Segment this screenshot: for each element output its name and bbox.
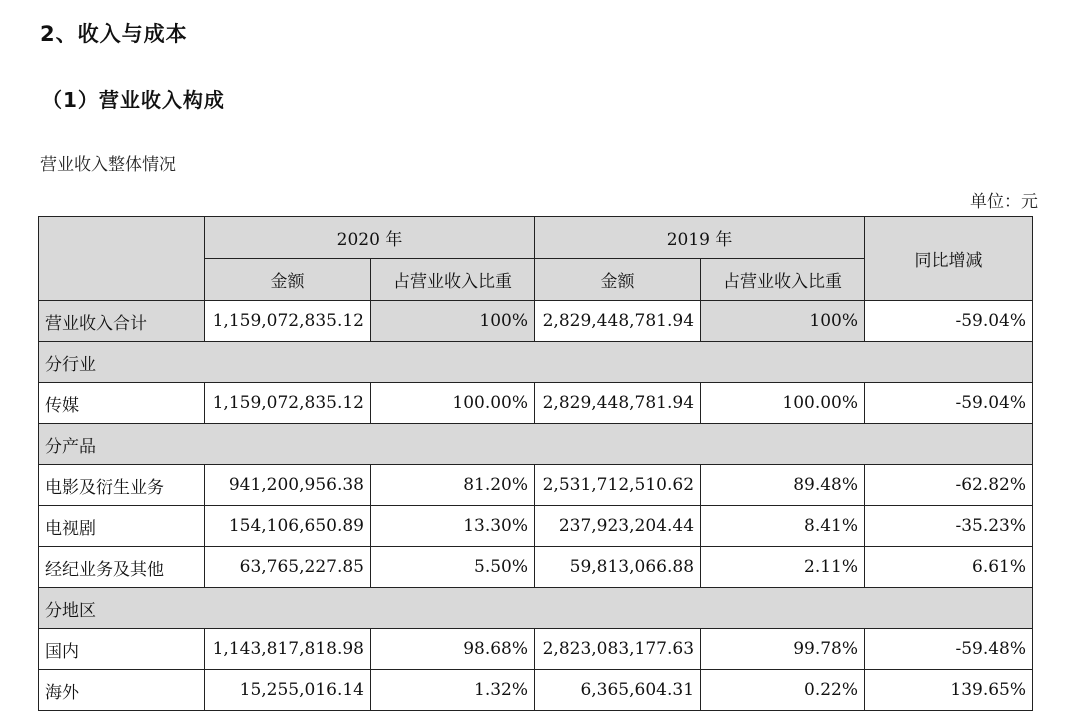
ratio-2020: 5.50%	[371, 547, 535, 588]
amount-2020: 63,765,227.85	[205, 547, 371, 588]
header-ratio-2019: 占营业收入比重	[701, 259, 865, 301]
table-row-total	[39, 301, 1033, 342]
section-label: 分产品	[39, 424, 1033, 465]
row-label: 营业收入合计	[39, 301, 205, 342]
amount-2020: 1,143,817,818.98	[205, 629, 371, 670]
amount-2019: 237,923,204.44	[535, 506, 701, 547]
table-row-tv	[39, 506, 1033, 547]
revenue-table	[38, 216, 1033, 711]
header-2020: 2020 年	[205, 217, 535, 259]
ratio-2020: 13.30%	[371, 506, 535, 547]
yoy-change: -59.48%	[865, 629, 1033, 670]
ratio-2019: 100%	[701, 301, 865, 342]
amount-2019: 2,829,448,781.94	[535, 301, 701, 342]
amount-2020: 1,159,072,835.12	[205, 301, 371, 342]
ratio-2020: 100%	[371, 301, 535, 342]
header-amount-2020: 金额	[205, 259, 371, 301]
amount-2019: 2,531,712,510.62	[535, 465, 701, 506]
section-row-region	[39, 588, 1033, 629]
table-row-overseas	[39, 670, 1033, 711]
yoy-change: -35.23%	[865, 506, 1033, 547]
amount-2020: 941,200,956.38	[205, 465, 371, 506]
table-row-domestic	[39, 629, 1033, 670]
table-row-film	[39, 465, 1033, 506]
ratio-2019: 2.11%	[701, 547, 865, 588]
amount-2020: 154,106,650.89	[205, 506, 371, 547]
yoy-change: -59.04%	[865, 301, 1033, 342]
amount-2019: 2,829,448,781.94	[535, 383, 701, 424]
header-blank	[39, 217, 205, 301]
ratio-2020: 98.68%	[371, 629, 535, 670]
section-row-product	[39, 424, 1033, 465]
row-label: 电视剧	[39, 506, 205, 547]
header-amount-2019: 金额	[535, 259, 701, 301]
table-row-media	[39, 383, 1033, 424]
yoy-change: -59.04%	[865, 383, 1033, 424]
row-label: 电影及衍生业务	[39, 465, 205, 506]
row-label: 经纪业务及其他	[39, 547, 205, 588]
yoy-change: 6.61%	[865, 547, 1033, 588]
amount-2019: 59,813,066.88	[535, 547, 701, 588]
ratio-2019: 100.00%	[701, 383, 865, 424]
ratio-2019: 89.48%	[701, 465, 865, 506]
header-2019: 2019 年	[535, 217, 865, 259]
amount-2019: 2,823,083,177.63	[535, 629, 701, 670]
section-row-industry	[39, 342, 1033, 383]
ratio-2019: 99.78%	[701, 629, 865, 670]
ratio-2019: 0.22%	[701, 670, 865, 711]
row-label: 海外	[39, 670, 205, 711]
row-label: 国内	[39, 629, 205, 670]
header-yoy: 同比增减	[865, 217, 1033, 301]
amount-2019: 6,365,604.31	[535, 670, 701, 711]
yoy-change: -62.82%	[865, 465, 1033, 506]
ratio-2019: 8.41%	[701, 506, 865, 547]
row-label: 传媒	[39, 383, 205, 424]
table-caption: 营业收入整体情况	[40, 155, 176, 175]
table-row-agency	[39, 547, 1033, 588]
amount-2020: 15,255,016.14	[205, 670, 371, 711]
section-label: 分地区	[39, 588, 1033, 629]
header-ratio-2020: 占营业收入比重	[371, 259, 535, 301]
section-heading: 2、收入与成本	[40, 22, 188, 46]
subsection-heading: （1）营业收入构成	[42, 88, 225, 112]
unit-label: 单位：元	[970, 192, 1038, 212]
ratio-2020: 100.00%	[371, 383, 535, 424]
section-label: 分行业	[39, 342, 1033, 383]
ratio-2020: 1.32%	[371, 670, 535, 711]
amount-2020: 1,159,072,835.12	[205, 383, 371, 424]
yoy-change: 139.65%	[865, 670, 1033, 711]
ratio-2020: 81.20%	[371, 465, 535, 506]
